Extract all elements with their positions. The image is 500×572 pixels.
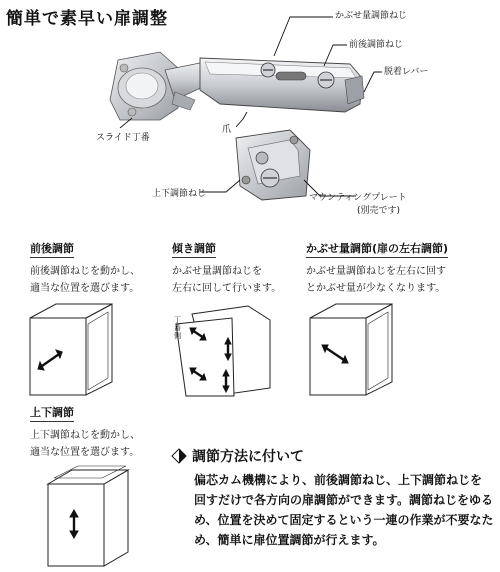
section-text-vertical	[30, 427, 140, 461]
hinge-arm	[200, 58, 364, 112]
depth-screw-label: 前後調節ねじ	[349, 40, 404, 50]
text-line: かぶせ量調節ねじを	[172, 266, 262, 277]
section-title-vertical: 上下調節	[30, 404, 74, 422]
overlay-screw-label: かぶせ量調節ねじ	[335, 11, 408, 21]
vertical-screw-label: 上下調節ねじ	[152, 189, 207, 199]
hinge-cup	[110, 52, 178, 120]
text-line: 適当な位置を選びます。	[30, 447, 140, 458]
method-description	[194, 470, 494, 550]
overlay-adjust-diagram	[304, 300, 424, 400]
vertical-adjust-diagram	[40, 462, 140, 570]
text-line: 前後調節ねじを動かし、	[30, 266, 140, 277]
section-text-overlay	[306, 263, 446, 297]
sold-separately-label: (別売です)	[357, 206, 401, 216]
diamond-bullet-icon	[172, 449, 186, 463]
slide-hinge-label: スライド丁番	[96, 133, 150, 143]
method-body: により、前後調節ねじ、上下調節ねじを回すだけで各方向の扉調節ができます。調節ねじをゆるめ、位置を決めて固定するという一連の作業が不要なため、簡単に扉位置調節が行えます。	[194, 473, 494, 547]
text-line: かぶせ量調節ねじを左右に回す	[306, 266, 446, 277]
text-line: 上下調節ねじを動かし、	[30, 430, 140, 441]
text-line: とかぶせ量が少なくなります。	[306, 283, 446, 294]
mounting-plate-label: マウンティングプレート	[309, 193, 407, 203]
slide-hinge-illustration	[0, 0, 500, 240]
section-title-overlay: かぶせ量調節(扉の左右調節)	[306, 240, 448, 258]
section-title-depth: 前後調節	[30, 240, 74, 258]
section-title-tilt: 傾き調節	[172, 240, 216, 258]
hinge-side-label: 丁番側	[174, 316, 181, 340]
method-title: 調節方法に付いて	[192, 449, 304, 465]
claw-label: 爪	[222, 125, 232, 135]
depth-adjust-diagram	[28, 300, 148, 400]
method-emphasis: 偏芯カム機構	[194, 473, 267, 487]
page-title: 簡単で素早い扉調整	[6, 9, 168, 29]
section-text-tilt	[172, 263, 281, 297]
section-text-depth	[30, 263, 140, 297]
text-line: 適当な位置を選びます。	[30, 283, 140, 294]
release-lever-label: 脱着レバー	[384, 67, 429, 77]
tilt-adjust-diagram	[170, 300, 280, 400]
text-line: 左右に回して行います。	[172, 283, 282, 294]
mounting-plate	[236, 130, 310, 200]
